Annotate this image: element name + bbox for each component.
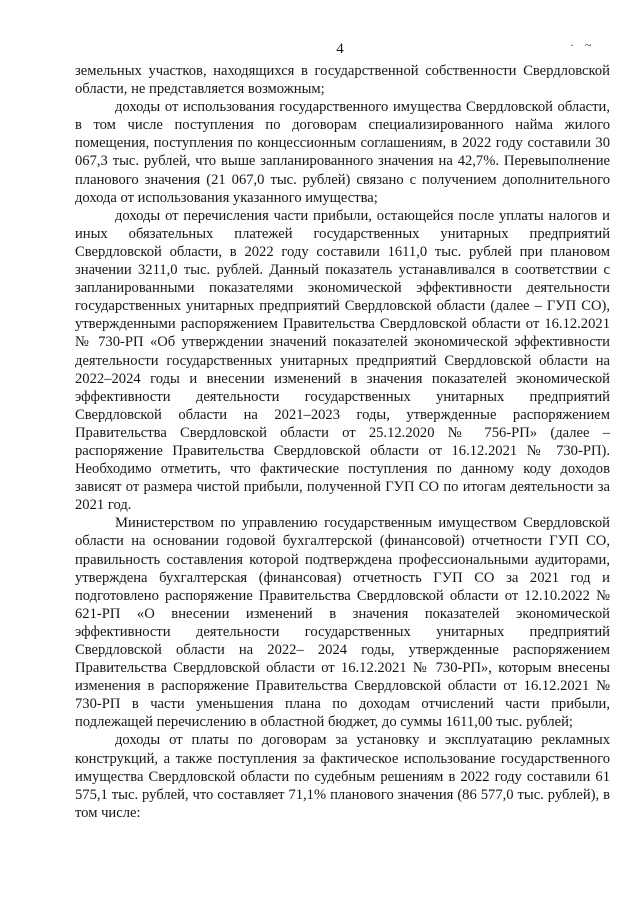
body-text [75,62,610,822]
paragraph: земельных участков, находящихся в государственной собственности Свердловской области, не представляется возможным; [75,63,610,98]
corner-mark: · ~ [570,38,596,52]
paragraph: доходы от платы по договорам за установку и эксплуатацию рекламных конструкций, а также поступления за фактическое использование государственного имущества Свердловской области по судебным решениям в 2022 году составили 61 575,1 тыс. рублей, что составляет 71,1% планового значения (86 577,0 тыс. рублей), в том числе: [75,732,610,821]
page-number: 4 [336,41,344,57]
paragraph: Министерством по управлению государственным имуществом Свердловской области на основании годовой бухгалтерской (финансовой) отчетности ГУП СО, правильность составления которой подтверждена профессиональными аудиторами, утверждена бухгалтерская (финансовая) отчетность ГУП СО за 2021 год и подготовлено распоряжение Правительства Свердловской области от 12.10.2022 № 621-РП «О внесении изменений в значения показателей экономической эффективности деятельности государственных унитарных предприятий Свердловской области на 2022– 2024 годы, утвержденные распоряжением Правительства Свердловской области от 16.12.2021 № 730-РП», которым внесены изменения в распоряжение Правительства Свердловской области от 16.12.2021 № 730-РП в части уменьшения плана по доходам отчислений части прибыли, подлежащей перечислению в областной бюджет, до суммы 1611,00 тыс. рублей; [75,515,610,731]
paragraph: доходы от использования государственного имущества Свердловской области, в том числе поступления по договорам специализированного найма жилого помещения, поступления по концессионным соглашениям, в 2022 году составили 30 067,3 тыс. рублей, что выше запланированного значения на 42,7%. Перевыполнение планового значения (21 067,0 тыс. рублей) связано с получением дополнительного дохода от использования указанного имущества; [75,99,610,206]
paragraph: доходы от перечисления части прибыли, остающейся после уплаты налогов и иных обязательных платежей государственных унитарных предприятий Свердловской области, в 2022 году составили 1611,0 тыс. рублей при плановом значении 3211,0 тыс. рублей. Данный показатель устанавливался в соответствии с запланированными показателями экономической эффективности деятельности государственных унитарных предприятий Свердловской области (далее – ГУП СО), утвержденными распоряжением Правительства Свердловской области от 16.12.2021 № 730-РП «Об утверждении значений показателей экономической эффективности деятельности государственных унитарных предприятий Свердловской области на 2022–2024 годы и внесении изменений в значения показателей экономической эффективности деятельности государственных унитарных предприятий Свердловской области на 2021–2023 годы, утвержденные распоряжением Правительства Свердловской области от 25.12.2020 № 756-РП» (далее – распоряжение Правительства Свердловской области от 16.12.2021 № 730-РП). Необходимо отметить, что фактические поступления по данному коду доходов зависят от размера чистой прибыли, полученной ГУП СО по итогам деятельности за 2021 год. [75,207,610,514]
